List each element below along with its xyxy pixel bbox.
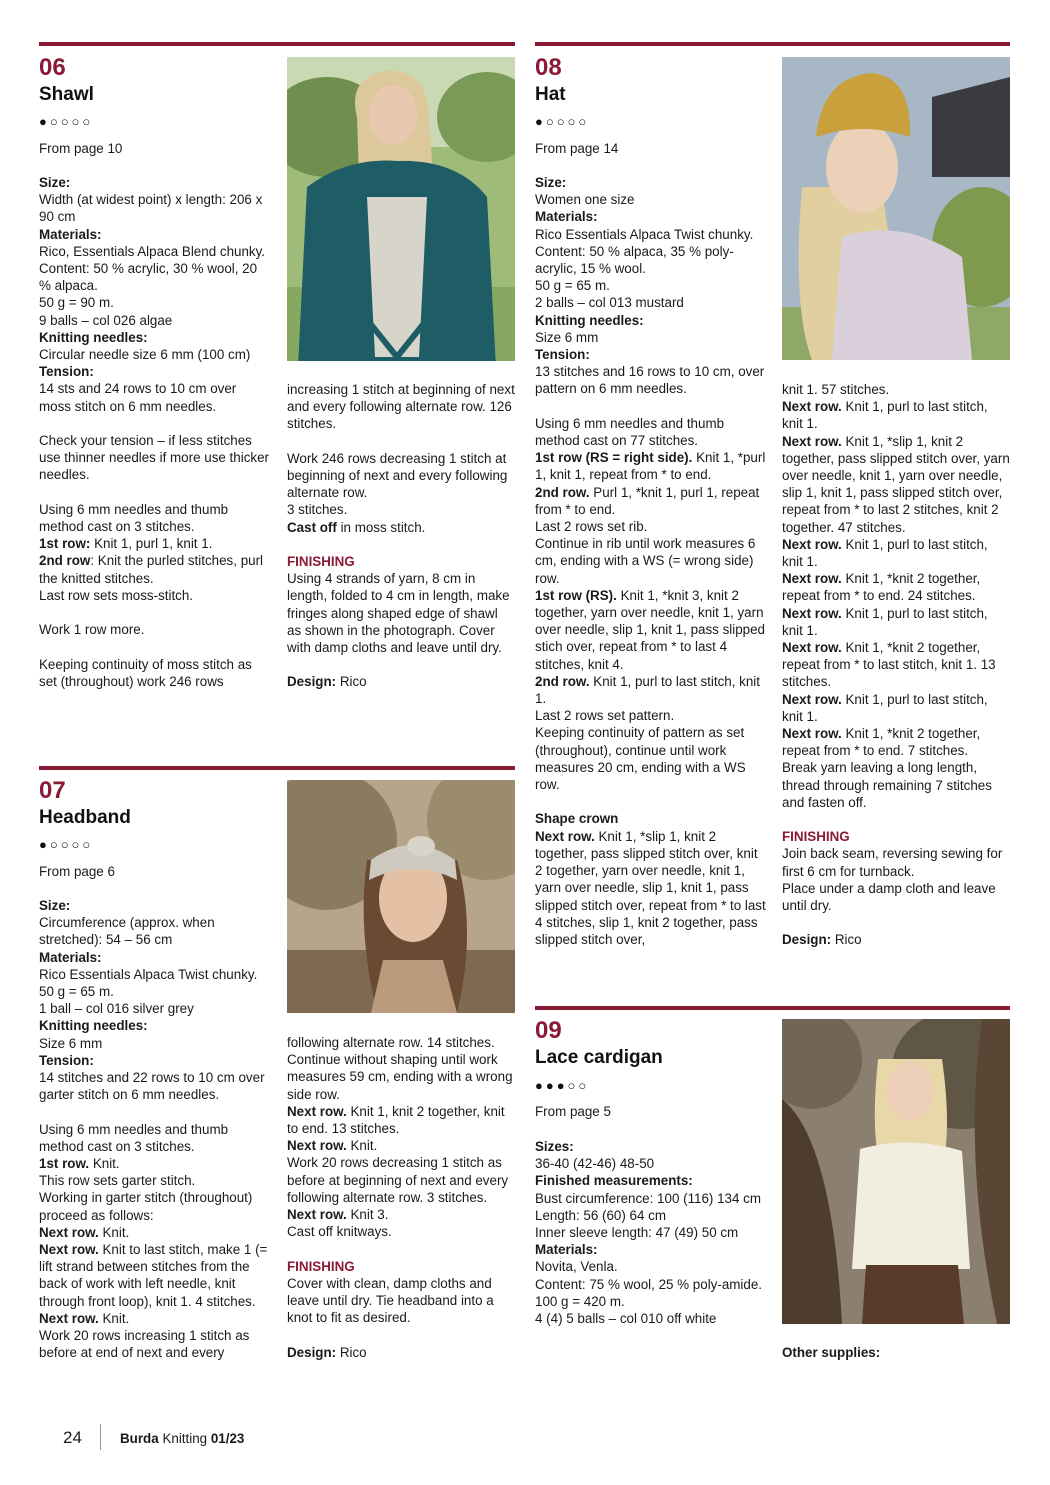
instruction-line [535,1207,767,1224]
cardigan-photo [782,1019,1010,1324]
instruction-text: Last 2 rows set rib. [535,519,648,535]
instruction-label: Next row. [287,1103,347,1119]
instruction-label: Materials: [535,209,598,225]
instruction-text: Knit 1, *knit 2 together, repeat from * to last stitch, knit 1. 13 stitches. [782,640,996,690]
finishing-heading: FINISHING [287,554,355,569]
paragraph-gap [39,638,271,655]
instruction-line [287,1154,515,1206]
instruction-line [535,191,767,208]
instructions-09-col1 [535,1138,767,1327]
instruction-line [287,501,515,518]
instruction-text: Work 246 rows decreasing 1 stitch at beginning of next and every following alternate row. [287,450,508,501]
brand-name: Burda [120,1431,159,1446]
instruction-line [287,1034,515,1103]
pattern-number-08: 08 [535,54,562,81]
instruction-label: Knitting needles: [39,1018,148,1034]
instruction-line [782,828,1010,845]
instruction-line [287,519,515,536]
instruction-text: 14 stitches and 22 rows to 10 cm over garter stitch on 6 mm needles. [39,1070,265,1103]
paragraph-gap [535,398,767,415]
instruction-label: 1st row: [39,536,91,552]
instruction-label: Next row. [782,640,842,656]
instruction-line [287,1258,515,1275]
instruction-line [535,828,767,948]
instructions-08-col2 [782,381,1010,949]
instruction-line [39,1241,271,1310]
instruction-line [535,449,767,483]
instruction-text: Knit 1, purl to last stitch, knit 1. [535,673,760,707]
instruction-text: 4 (4) 5 balls – col 010 off white [535,1311,717,1327]
instruction-label: Knitting needles: [39,329,148,345]
instruction-line [39,1155,271,1172]
instruction-text: Knit 1, knit 2 together, knit to end. 13 stitches. [287,1103,505,1137]
instruction-text: 2 balls – col 013 mustard [535,295,684,311]
instruction-label: Size: [39,898,71,913]
from-page-07: From page 6 [39,864,115,879]
instruction-line [287,1103,515,1137]
instruction-text: Knit. [98,1224,130,1240]
issue-number: 01/23 [210,1431,245,1446]
instruction-label: Next row. [782,691,842,707]
instruction-text: Using 6 mm needles and thumb method cast on 3 stitches. [39,1121,229,1154]
instructions-07-col1 [39,897,271,1361]
instruction-label: Next row. [287,1138,347,1154]
finishing-heading: FINISHING [287,1258,355,1274]
instruction-label: Design: [782,932,832,948]
instruction-line [535,329,767,346]
instruction-label: 2nd row [39,553,91,569]
section-rule-08 [535,42,1010,46]
instruction-text: Knit. [89,1156,120,1172]
instruction-line [39,535,271,552]
instruction-label: Next row. [782,726,842,742]
instruction-line [535,707,767,724]
paragraph-gap [782,811,1010,828]
instruction-line [535,277,767,294]
instruction-line [535,226,767,243]
instruction-text: Knit 1, *knit 2 together, repeat from * to end. 7 stitches. [782,726,981,759]
instruction-line [535,294,767,311]
instruction-text: 100 g = 420 m. [535,1293,625,1309]
instruction-line [287,1223,515,1240]
instruction-line [782,398,1010,432]
instruction-line [535,312,767,329]
section-rule-07 [39,766,515,770]
instruction-line [782,880,1010,914]
instruction-text: Join back seam, reversing sewing for first 6 cm for turnback. [782,846,1003,879]
instruction-line [782,725,1010,759]
instruction-label: Design: [287,1344,337,1360]
instruction-label: Finished measurements: [535,1173,693,1189]
instruction-line [39,329,271,346]
instruction-text: following alternate row. 14 stitches. Continue without shaping until work measures 59 cm, ending with a wrong side row. [287,1035,513,1102]
instruction-line [39,363,271,380]
instruction-label: Next row. [39,1242,99,1258]
instruction-line [287,570,515,656]
instruction-text: 14 sts and 24 rows to 10 cm over moss stitch on 6 mm needles. [39,381,237,414]
instruction-line [39,914,271,948]
instruction-label: Tension: [535,347,590,363]
instruction-line [535,1276,767,1293]
instruction-text: Inner sleeve length: 47 (49) 50 cm [535,1225,739,1241]
instruction-label: Next row. [782,571,842,587]
pattern-title-09: Lace cardigan [535,1047,663,1068]
instruction-line [39,1224,271,1241]
instruction-line [39,1035,271,1052]
instruction-line [39,226,271,243]
instruction-label: Next row. [287,1207,347,1223]
pattern-number-07: 07 [39,777,66,804]
section-rule-06 [39,42,515,46]
instruction-line [535,1172,767,1189]
instruction-text: Cover with clean, damp cloths and leave until dry. Tie headband into a knot to fit as desired. [287,1275,494,1326]
difficulty-rating-06: ●○○○○ [39,114,94,129]
instruction-text: Rico [336,674,367,690]
instructions-08-col1 [535,174,767,948]
instruction-label: Next row. [782,399,842,415]
instruction-text: Knit 1, purl to last stitch, knit 1. [782,536,988,570]
instruction-line [39,1327,271,1361]
instruction-text: Knit 3. [346,1207,389,1223]
instruction-label: Size: [535,175,567,190]
instruction-text: Rico [336,1344,367,1360]
instruction-text: 13 stitches and 16 rows to 10 cm, over pattern on 6 mm needles. [535,364,765,397]
headband-photo [287,780,515,1013]
instruction-text: Rico Essentials Alpaca Twist chunky. 50 g = 65 m. [39,966,258,1000]
difficulty-rating-08: ●○○○○ [535,114,590,129]
instruction-text: Cast off knitways. [287,1224,392,1240]
instruction-text: Knit to last stitch, make 1 (= lift strand between stitches from the back of work with left needle, knit through front loop), knit 1. 4 stitches. [39,1242,268,1309]
finishing-heading: FINISHING [782,829,850,845]
paragraph-gap [287,536,515,553]
instruction-line [535,346,767,363]
instruction-line [535,363,767,397]
instruction-text: Content: 50 % acrylic, 30 % wool, 20 % alpaca. [39,261,258,294]
instruction-line [782,639,1010,691]
instruction-text: in moss stitch. [336,519,426,535]
instruction-line [39,552,271,586]
page-number: 24 [63,1428,82,1447]
instruction-text: Knit 1, *purl 1, knit 1, repeat from * to end. [535,450,766,483]
instruction-text: Keeping continuity of pattern as set (throughout), continue until work measures 20 cm, ending with a WS row. [535,725,746,793]
difficulty-rating-09: ●●●○○ [535,1078,590,1093]
instruction-text: Knit 1, purl to last stitch, knit 1. [782,399,988,432]
instruction-text: Last 2 rows set pattern. [535,708,675,724]
instruction-text: Knit 1, *knit 2 together, repeat from * to end. 24 stitches. [782,571,981,604]
instructions-06-col1 [39,174,271,690]
instruction-line [782,845,1010,879]
instruction-line [39,966,271,1000]
footer-divider [100,1424,101,1450]
instruction-line [535,673,767,707]
magazine-name: Knitting [162,1431,208,1446]
instruction-line [535,810,767,827]
instruction-line [39,294,271,311]
instruction-text: Width (at widest point) x length: 206 x 90 cm [39,192,263,225]
instruction-label: Size: [39,175,71,190]
instruction-line [39,1189,271,1223]
paragraph-gap [287,1240,515,1257]
footer-brand [120,1431,244,1447]
instruction-line [535,724,767,793]
instructions-09-col2 [782,1344,1010,1361]
instruction-text: knit 1. 57 stitches. [782,382,890,397]
instruction-label: Other supplies: [782,1345,881,1360]
paragraph-gap [39,604,271,621]
instruction-text: Knit 1, *slip 1, knit 2 together, pass slipped stitch over, knit 2 together, yarn over needle, knit 1, yarn over needle, slip 1, knit 1, pass slipped stitch over, repeat from * to last 4 stitches, slip 1, knit 2 together, pass slipped stitch over, [535,828,766,947]
instruction-line [535,1155,767,1172]
instruction-label: Cast off [287,519,337,535]
instruction-text: Check your tension – if less stitches use thinner needles if more use thicker needles. [39,433,269,483]
instruction-line [782,931,1010,948]
instruction-text: Work 20 rows increasing 1 stitch as before at end of next and every [39,1328,250,1361]
instruction-text: Circumference (approx. when stretched): 54 – 56 cm [39,915,215,948]
instruction-text: Knit. [98,1310,130,1326]
instruction-line [535,1310,767,1327]
shawl-photo [287,57,515,361]
instruction-line [287,450,515,502]
instruction-line [535,243,767,277]
difficulty-rating-07: ●○○○○ [39,837,94,852]
instruction-text: Continue in rib until work measures 6 cm, ending with a WS (= wrong side) row. [535,536,756,586]
instruction-line [782,536,1010,570]
instruction-text: Knit 1, purl 1, knit 1. [90,536,213,552]
instruction-line [535,415,767,449]
instruction-line [39,587,271,604]
instruction-text: Bust circumference: 100 (116) 134 cm [535,1190,762,1206]
instruction-label: 1st row. [39,1156,90,1172]
instruction-line [39,432,271,484]
instruction-label: Next row. [782,536,842,552]
instruction-text: Rico, Essentials Alpaca Blend chunky. [39,243,266,259]
paragraph-gap [535,793,767,810]
instruction-line [535,587,767,673]
instruction-line [782,381,1010,398]
instruction-line [535,1258,767,1275]
instruction-line [39,346,271,363]
instruction-line [39,1000,271,1017]
instruction-line [39,1172,271,1189]
instruction-line [39,501,271,535]
instruction-line [287,1344,515,1361]
instruction-text: Working in garter stitch (throughout) proceed as follows: [39,1190,253,1223]
instruction-line [782,691,1010,725]
instruction-line [39,949,271,966]
instruction-text: Work 20 rows decreasing 1 stitch as before at beginning of next and every following alternate row. 3 stitches. [287,1155,509,1205]
instruction-text: Knit 1, purl to last stitch, knit 1. [782,691,988,724]
instruction-line [287,1275,515,1327]
instruction-label: Materials: [39,226,102,242]
instruction-text: Purl 1, *knit 1, purl 1, repeat from * to end. [535,484,760,517]
instruction-text: Knit 1, *slip 1, knit 2 together, pass slipped stitch over, yarn over needle, knit 1, yarn over needle, slip 1, knit 1, pass slipped stitch over, repeat from * to last 2 stitches, knit 2 together. 47 stitches. [782,433,1010,535]
instruction-line [287,381,515,433]
instruction-line [39,621,271,638]
instruction-text: Work 1 row more. [39,622,145,638]
paragraph-gap [287,433,515,450]
instruction-line [287,553,515,570]
instruction-line [287,673,515,690]
instruction-label: 1st row (RS = right side). [535,450,693,466]
instruction-label: 1st row (RS). [535,587,617,603]
from-page-06: From page 10 [39,141,123,156]
instruction-label: Shape crown [535,811,619,827]
instruction-line [535,1190,767,1207]
instruction-line [39,897,271,914]
instruction-line [535,1224,767,1241]
instruction-text: Last row sets moss-stitch. [39,587,194,603]
paragraph-gap [287,656,515,673]
pattern-title-07: Headband [39,807,131,828]
from-page-09: From page 5 [535,1104,611,1119]
instruction-text: 9 balls – col 026 algae [39,312,173,328]
instruction-text: Using 6 mm needles and thumb method cast on 77 stitches. [535,415,725,449]
instruction-text: Content: 50 % alpaca, 35 % poly-acrylic, 15 % wool. [535,243,734,277]
instruction-text: Novita, Venla. [535,1259,618,1275]
instruction-line [535,484,767,518]
instruction-label: Next row. [782,433,842,449]
instruction-text: Women one size [535,192,635,208]
instruction-label: 2nd row. [535,484,590,500]
instruction-line [782,605,1010,639]
instruction-label: Design: [287,674,337,690]
instruction-line [535,1293,767,1310]
instruction-text: increasing 1 stitch at beginning of next and every following alternate row. 126 stitches. [287,382,515,432]
instruction-label: Materials: [535,1242,598,1258]
instruction-text: Using 4 strands of yarn, 8 cm in length, folded to 4 cm in length, make fringes along shaped edge of shawl as shown in the photograph. Cover with damp cloths and leave until dry. [287,571,510,656]
instruction-line [39,312,271,329]
instruction-label: Sizes: [535,1139,574,1154]
pattern-number-06: 06 [39,54,66,81]
instruction-line [39,380,271,414]
instruction-line [39,191,271,225]
instruction-label: Knitting needles: [535,312,644,328]
instruction-line [39,1017,271,1034]
instruction-label: Next row. [39,1224,99,1240]
instruction-text: Size 6 mm [535,329,599,345]
instruction-text: Place under a damp cloth and leave until dry. [782,880,996,914]
instruction-text: This row sets garter stitch. [39,1173,196,1189]
instruction-line [782,433,1010,536]
instruction-line [535,1138,767,1155]
instruction-line [39,1052,271,1069]
instruction-line [287,1206,515,1223]
paragraph-gap [782,914,1010,931]
paragraph-gap [287,1326,515,1343]
instruction-label: Next row. [535,828,595,844]
instruction-text: 36-40 (42-46) 48-50 [535,1156,655,1172]
instruction-line [39,243,271,260]
pattern-number-09: 09 [535,1017,562,1044]
instruction-line [39,656,271,690]
instruction-text: Rico [831,932,862,948]
from-page-08: From page 14 [535,141,619,156]
instruction-line [287,1137,515,1154]
instruction-label: Next row. [782,605,842,621]
paragraph-gap [39,484,271,501]
instruction-text: Size 6 mm [39,1035,103,1051]
instruction-text: 50 g = 65 m. [535,278,610,294]
instruction-text: Knit 1, *knit 3, knit 2 together, yarn over needle, knit 1, yarn over needle, slip 1, knit 1, pass slipped stich over, repeat from * to last 4 stitches, knit 4. [535,587,766,672]
instruction-line [782,759,1010,811]
instruction-text: : Knit the purled stitches, purl the knitted stitches. [39,553,264,586]
paragraph-gap [39,1103,271,1120]
hat-photo [782,57,1010,360]
instruction-line [535,518,767,535]
instruction-line [39,1310,271,1327]
instruction-label: Next row. [39,1310,99,1326]
instruction-line [782,1344,1010,1361]
instruction-label: Tension: [39,364,94,380]
instruction-label: Materials: [39,949,102,965]
instruction-line [535,174,767,191]
instruction-text: 1 ball – col 016 silver grey [39,1001,194,1017]
instruction-line [39,260,271,294]
instruction-text: Circular needle size 6 mm (100 cm) [39,347,251,363]
instruction-line [535,1241,767,1258]
instructions-07-col2 [287,1034,515,1361]
instruction-label: 2nd row. [535,673,590,689]
instruction-line [39,1121,271,1155]
instruction-line [535,208,767,225]
instruction-text: Using 6 mm needles and thumb method cast on 3 stitches. [39,501,229,535]
instruction-text: Rico Essentials Alpaca Twist chunky. [535,226,754,242]
instruction-line [535,535,767,587]
pattern-title-06: Shawl [39,84,94,105]
instruction-text: Length: 56 (60) 64 cm [535,1207,667,1223]
instruction-line [39,1069,271,1103]
instruction-line [782,570,1010,604]
instruction-text: Break yarn leaving a long length, thread through remaining 7 stitches and fasten off. [782,760,992,810]
section-rule-09 [535,1006,1010,1010]
instruction-text: 3 stitches. [287,502,348,518]
instruction-line [39,174,271,191]
instruction-text: 50 g = 90 m. [39,295,114,311]
pattern-title-08: Hat [535,84,566,105]
instruction-text: Keeping continuity of moss stitch as set (throughout) work 246 rows [39,656,252,689]
instruction-text: Knit. [346,1138,378,1154]
paragraph-gap [39,415,271,432]
instruction-label: Tension: [39,1052,94,1068]
instruction-text: Content: 75 % wool, 25 % poly-amide. [535,1276,763,1292]
instructions-06-col2 [287,381,515,691]
instruction-text: Knit 1, purl to last stitch, knit 1. [782,605,988,638]
